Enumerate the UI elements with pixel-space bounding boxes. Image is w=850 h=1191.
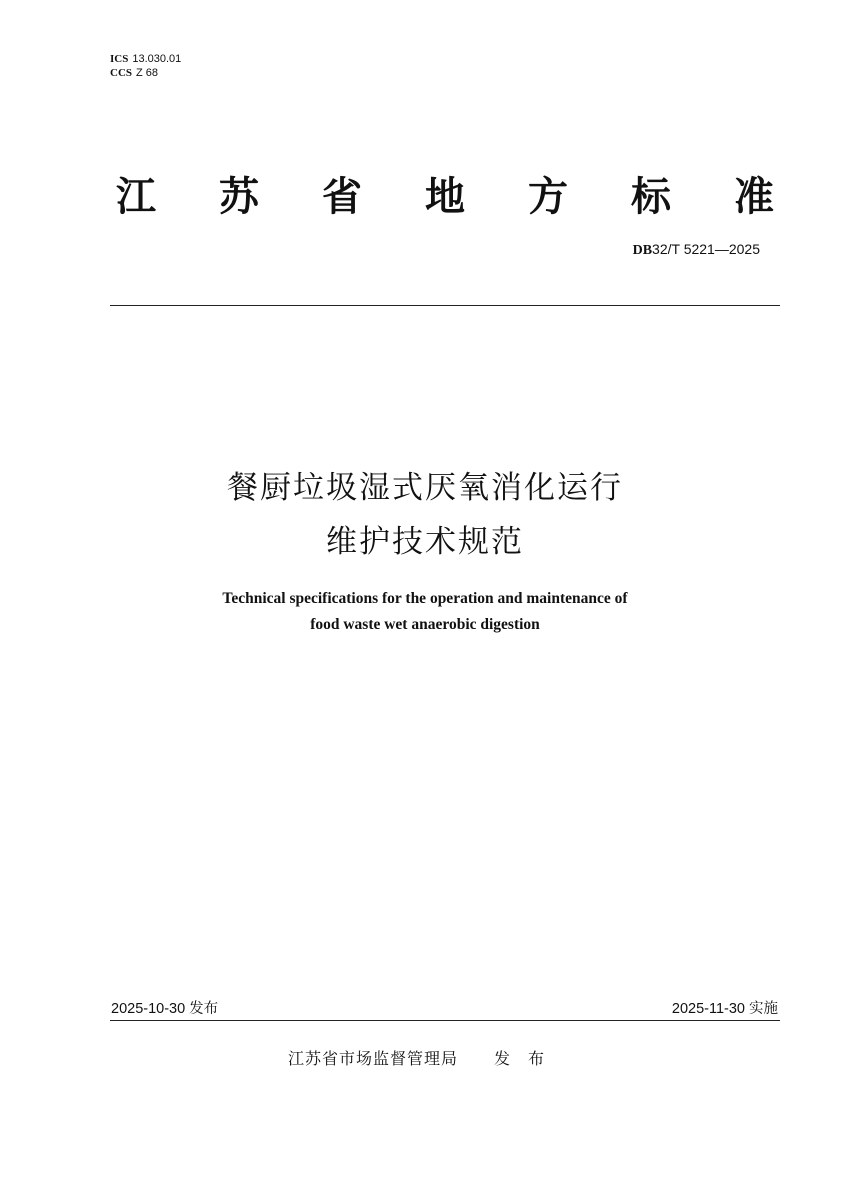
publish-verb: 发布 <box>494 1049 563 1068</box>
title-char: 方 <box>528 172 568 220</box>
title-char: 标 <box>631 172 671 220</box>
issue-date-value: 2025-10-30 <box>111 1001 186 1017</box>
effective-date <box>672 997 778 1018</box>
ics-label: ICS <box>110 53 129 65</box>
standard-number <box>633 241 760 259</box>
ics-code <box>110 52 181 66</box>
chinese-title-line-2: 维护技术规范 <box>326 524 524 560</box>
title-char: 准 <box>734 172 774 220</box>
title-char: 地 <box>425 172 465 220</box>
effective-date-label: 实施 <box>749 1001 778 1017</box>
classification-codes <box>110 52 181 80</box>
publisher-line <box>0 1046 850 1069</box>
english-title-line-1: Technical specifications for the operation and maintenance of <box>222 590 628 607</box>
standard-number-prefix: DB <box>632 243 653 258</box>
ics-value: 13.030.01 <box>132 53 182 65</box>
ccs-code <box>110 66 181 80</box>
header-divider <box>110 305 780 306</box>
title-char: 省 <box>322 172 362 220</box>
standard-category-title <box>110 168 780 218</box>
title-char: 苏 <box>219 172 259 220</box>
effective-date-value: 2025-11-30 <box>671 1001 745 1017</box>
issue-date <box>111 997 218 1018</box>
title-char: 江 <box>116 172 156 220</box>
chinese-title-line-1: 餐厨垃圾湿式厌氧消化运行 <box>227 470 623 506</box>
footer-divider <box>110 1020 780 1021</box>
english-title-line-2: food waste wet anaerobic digestion <box>310 616 540 633</box>
publisher-name: 江苏省市场监督管理局 <box>287 1049 458 1068</box>
standard-number-rest: 32/T 5221—2025 <box>652 241 760 257</box>
issue-date-label: 发布 <box>189 1001 219 1017</box>
ccs-label: CCS <box>110 67 133 79</box>
ccs-value: Z 68 <box>136 67 159 79</box>
